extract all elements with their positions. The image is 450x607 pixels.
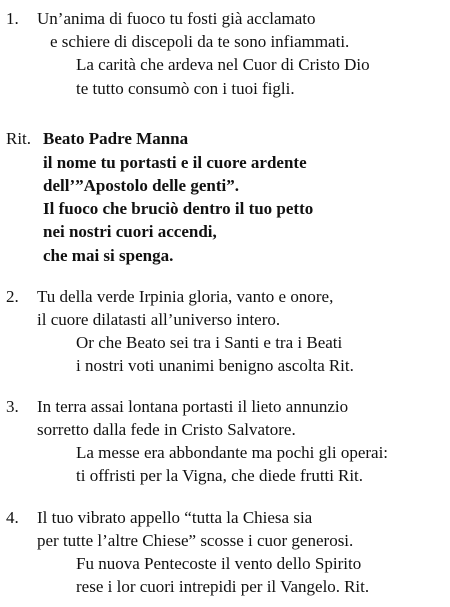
stanza-line: i nostri voti unanimi benigno ascolta Rit. [76,356,354,375]
stanza-line: Il tuo vibrato appello “tutta la Chiesa sia [37,508,313,527]
refrain-line: il nome tu portasti e il cuore ardente [43,153,307,172]
refrain-marker: Rit. [344,577,370,596]
stanza-line: Fu nuova Pentecoste il vento dello Spirito [76,554,362,573]
stanza-number: 2. [6,287,19,306]
stanza-line: ti offristi per la Vigna, che diede frutti Rit. [76,466,364,485]
stanza-number: 4. [6,508,19,527]
refrain-line: Il fuoco che bruciò dentro il tuo petto [43,199,314,218]
refrain-line: che mai si spenga. [43,246,174,265]
refrain-marker: Rit. [338,466,364,485]
stanza-line: rese i lor cuori intrepidi per il Vangelo. Rit. [76,577,370,596]
stanza-line: La messe era abbondante ma pochi gli operai: [76,443,389,462]
stanza-line: In terra assai lontana portasti il lieto annunzio [37,397,349,416]
refrain-marker: Rit. [328,356,354,375]
stanza-line: Or che Beato sei tra i Santi e tra i Beati [76,333,343,352]
stanza-number: 1. [6,9,19,28]
refrain-line: Beato Padre Manna [43,129,189,148]
stanza-line: per tutte l’altre Chiese” scosse i cuor generosi. [37,531,354,550]
refrain-label: Rit. [6,129,32,148]
refrain-line: nei nostri cuori accendi, [43,222,217,241]
stanza-number: 3. [6,397,19,416]
stanza-line: e schiere di discepoli da te sono infiammati. [50,32,350,51]
stanza-line: te tutto consumò con i tuoi figli. [76,79,295,98]
stanza-line: La carità che ardeva nel Cuor di Cristo Dio [76,55,370,74]
stanza-line: Un’anima di fuoco tu fosti già acclamato [37,9,316,28]
refrain-line: dell’”Apostolo delle genti”. [43,176,239,195]
stanza-line: Tu della verde Irpinia gloria, vanto e onore, [37,287,334,306]
stanza-line: il cuore dilatasti all’universo intero. [37,310,281,329]
stanza-line: sorretto dalla fede in Cristo Salvatore. [37,420,296,439]
